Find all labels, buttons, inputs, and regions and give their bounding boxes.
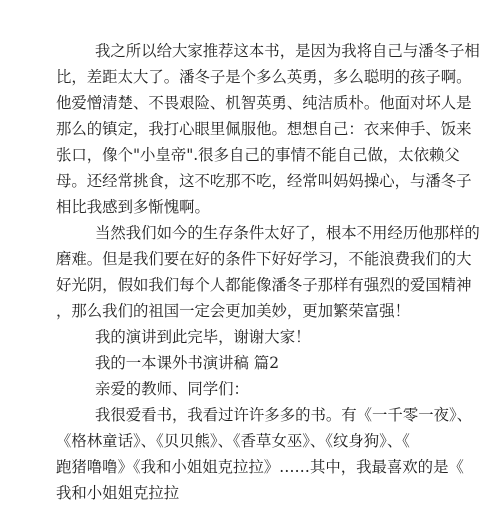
paragraph-line-11: ，那么我们的祖国一定会更加美妙，更加繁荣富强！	[56, 302, 410, 320]
paragraph-line-7: 相比我感到多惭愧啊。	[56, 198, 210, 216]
salutation: 亲爱的教师、同学们：	[95, 380, 249, 398]
paragraph-line-10: 好光阴，假如我们每个人都能像潘冬子那样有强烈的爱国精神	[56, 276, 472, 294]
paragraph-line-2: 比，差距太大了。潘冬子是个多么英勇，多么聪明的孩子啊。	[56, 68, 472, 86]
paragraph-line-3: 他爱憎清楚、不畏艰险、机智英勇、纯洁质朴。他面对坏人是	[56, 94, 472, 112]
paragraph-line-5: 张口，像个"小皇帝".很多自己的事情不能自己做，太依赖父	[56, 146, 460, 164]
paragraph-line-6: 母。还经常挑食，这不吃那不吃，经常叫妈妈操心，与潘冬子	[56, 172, 472, 190]
paragraph-line-17: 跑猪噜噜》《我和小姐姐克拉拉》……其中，我最喜欢的是《	[56, 458, 464, 476]
paragraph-line-15: 我很爱看书，我看过许许多多的书。有《一千零一夜》、	[95, 406, 473, 424]
paragraph-line-9: 磨难。但是我们要在好的条件下好好学习，不能浪费我们的大	[56, 250, 472, 268]
paragraph-line-18: 我和小姐姐克拉拉	[56, 484, 180, 502]
paragraph-line-4: 那么的镇定，我打心眼里佩服他。想想自己：衣来伸手、饭来	[56, 120, 472, 138]
paragraph-line-8: 当然我们如今的生存条件太好了，根本不用经历他那样的	[95, 224, 480, 242]
section-heading: 我的一本课外书演讲稿 篇2	[95, 354, 279, 372]
paragraph-line-16: 《格林童话》、《贝贝熊》、《香草女巫》、《纹身狗》、《	[56, 432, 410, 450]
closing-line: 我的演讲到此完毕，谢谢大家！	[95, 328, 311, 346]
paragraph-line-1: 我之所以给大家推荐这本书，是因为我将自己与潘冬子相	[95, 42, 480, 60]
